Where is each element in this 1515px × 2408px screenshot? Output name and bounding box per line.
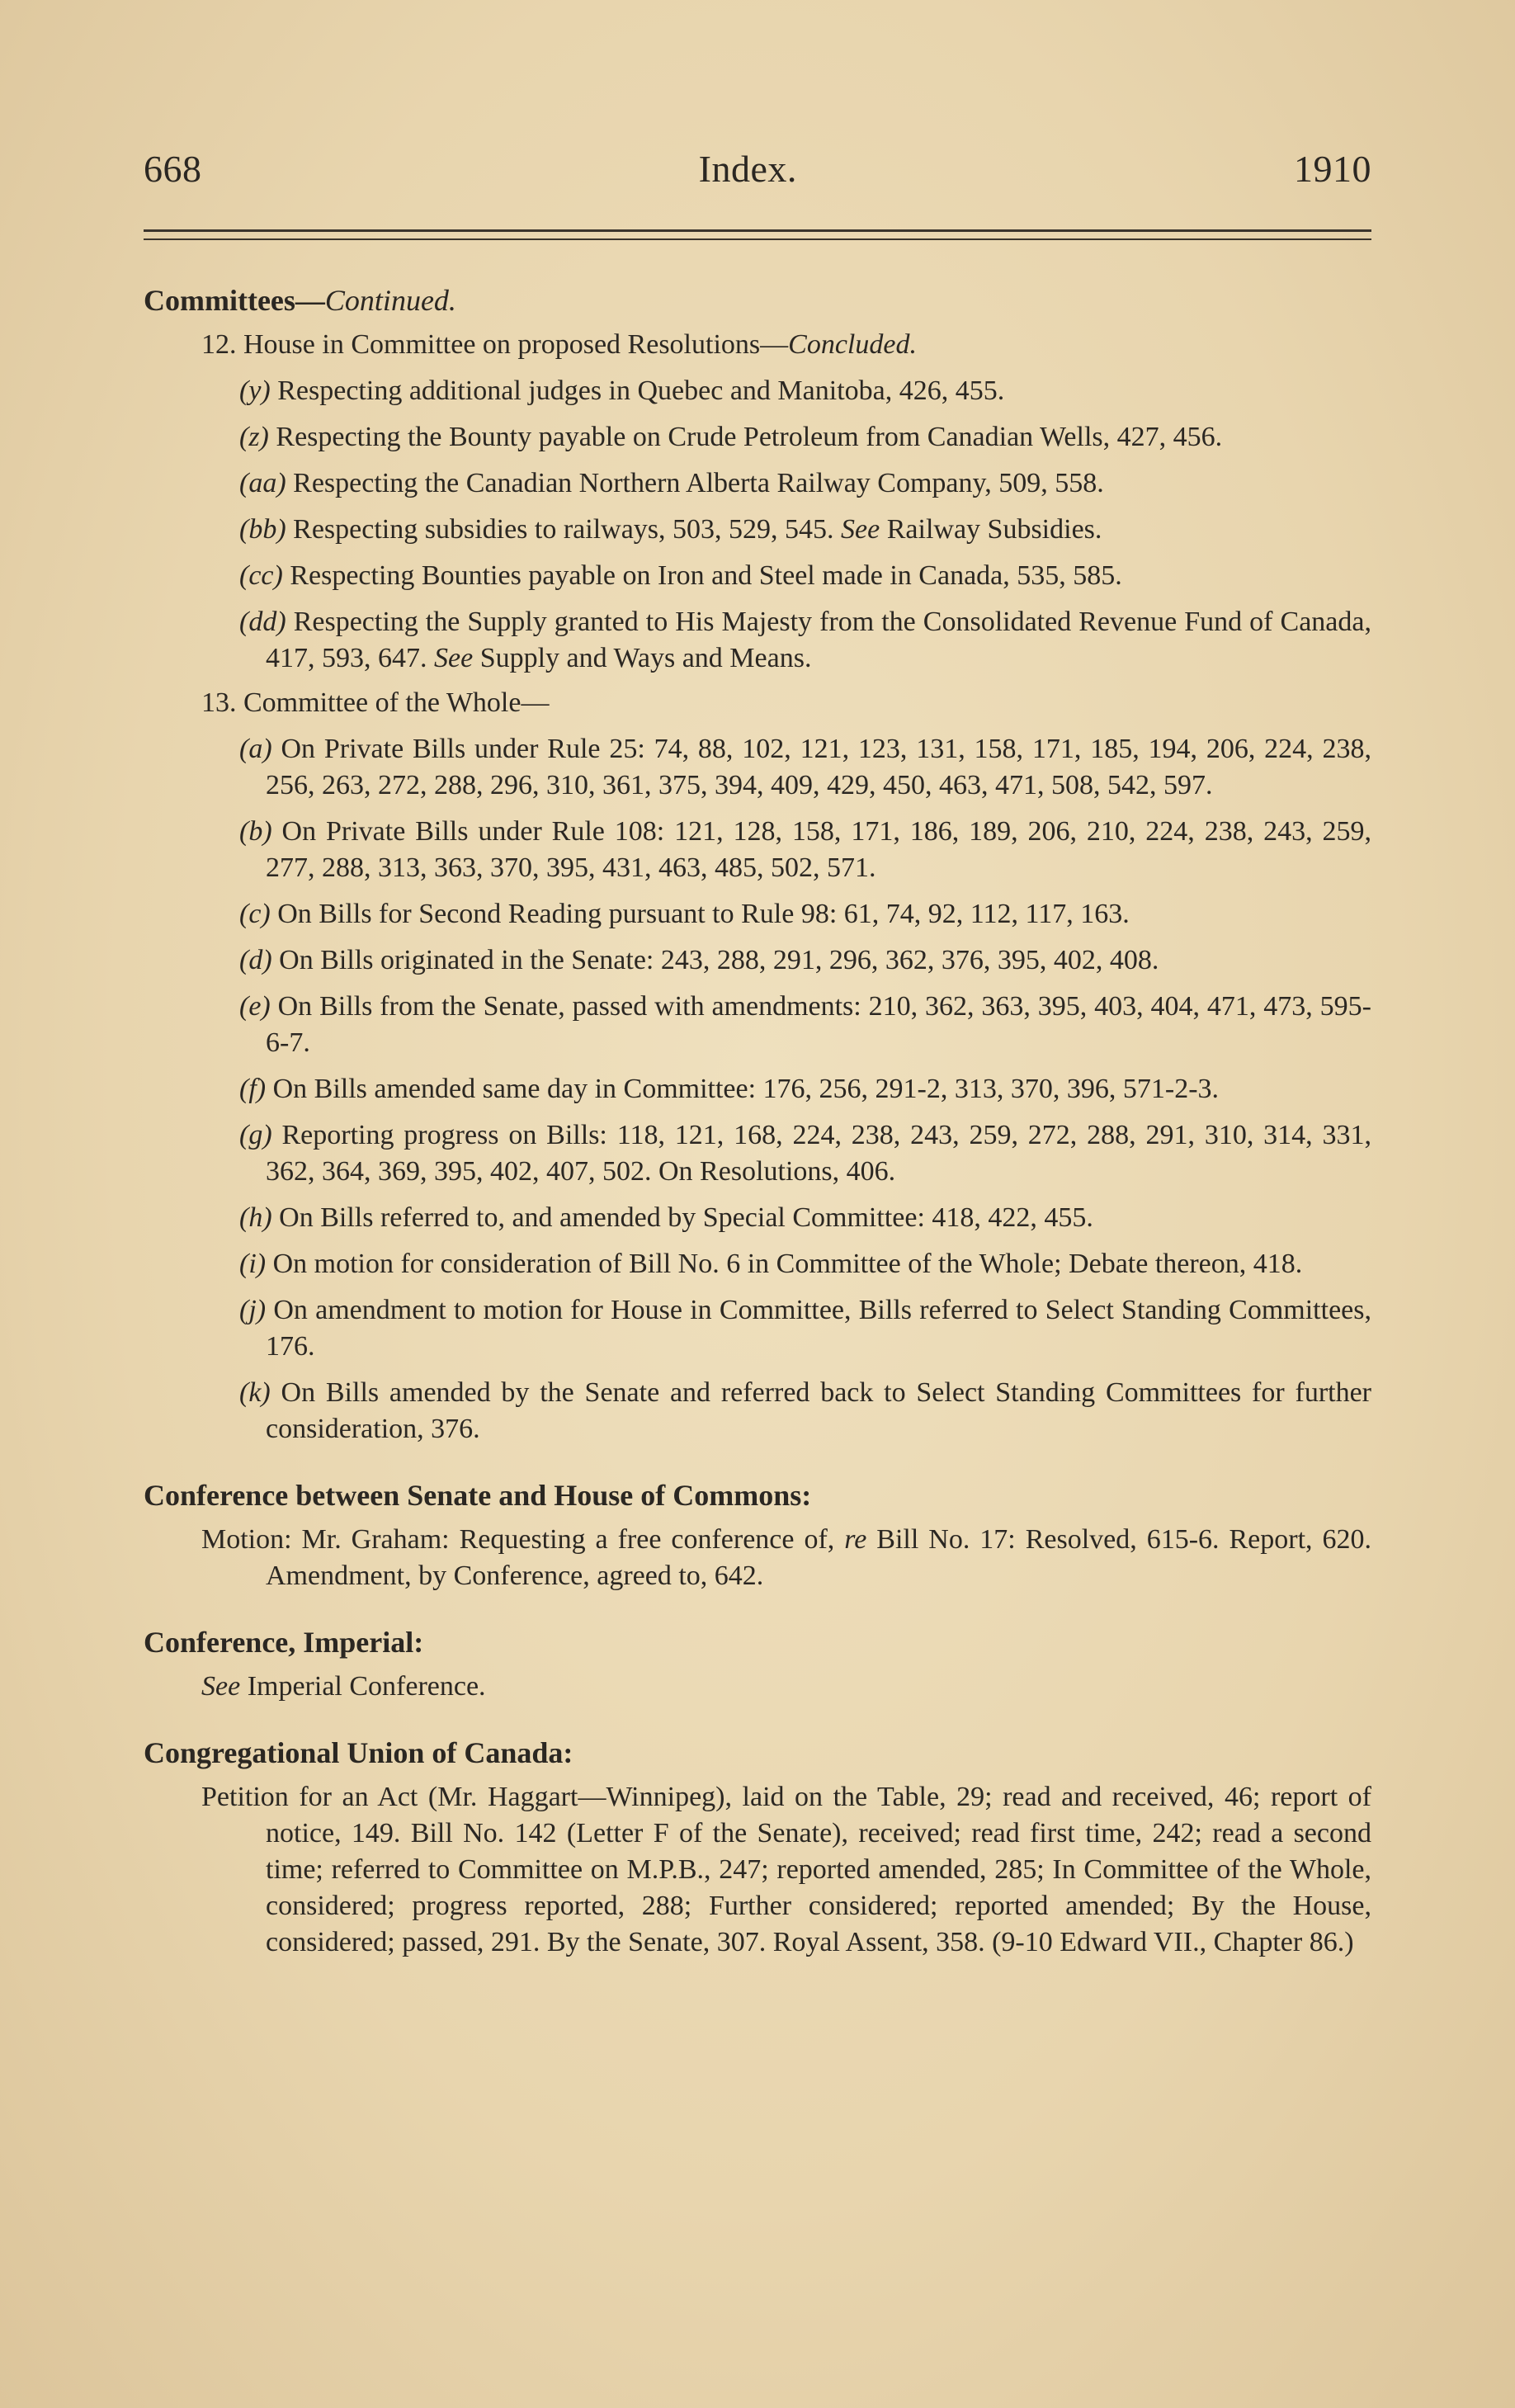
list-item: (h) On Bills referred to, and amended by Special Committee: 418, 422, 455. bbox=[239, 1202, 1093, 1233]
entry-text-conference-imperial: See Imperial Conference. bbox=[201, 1671, 486, 1702]
list-item: (f) On Bills amended same day in Committee: 176, 256, 291-2, 313, 370, 396, 571-2-3. bbox=[239, 1074, 1220, 1104]
list-item: (b) On Private Bills under Rule 108: 121, 128, 158, 171, 186, 189, 206, 210, 224, 238, 243, 259, 277, 288, 313, 363, 370, 395, 431, 463, 485, 502, 571. bbox=[239, 816, 1371, 883]
list-item: (cc) Respecting Bounties payable on Iron and Steel made in Canada, 535, 585. bbox=[239, 560, 1122, 591]
running-header bbox=[144, 147, 1371, 191]
page-title: Index. bbox=[698, 148, 797, 190]
list-item: (y) Respecting additional judges in Quebec and Manitoba, 426, 455. bbox=[239, 375, 1005, 406]
year: 1910 bbox=[1294, 148, 1371, 190]
index-content bbox=[144, 271, 1371, 1961]
list-item: (bb) Respecting subsidies to railways, 503, 529, 545. See Railway Subsidies. bbox=[239, 514, 1102, 545]
entry-heading-congregational: Congregational Union of Canada: bbox=[144, 1736, 573, 1769]
entry-heading-conference-senate: Conference between Senate and House of Commons: bbox=[144, 1479, 812, 1512]
list-item: (c) On Bills for Second Reading pursuant to Rule 98: 61, 74, 92, 112, 117, 163. bbox=[239, 899, 1130, 929]
subentry-13: 13. Committee of the Whole— bbox=[201, 687, 550, 718]
entry-text-congregational: Petition for an Act (Mr. Haggart—Winnipeg), laid on the Table, 29; read and received, 46; report of notice, 149. Bill No. 142 (Letter F of the Senate), received; read first time, 242; read a second time; referred to Committee on M.P.B., 247; reported amended, 285; In Committee of the Whole, considered; progress reported, 288; Further considered; reported amended; By the House, considered; passed, 291. By the Senate, 307. Royal Assent, 358. (9-10 Edward VII., Chapter 86.) bbox=[201, 1782, 1371, 1957]
list-item: (i) On motion for consideration of Bill No. 6 in Committee of the Whole; Debate thereon, 418. bbox=[239, 1249, 1303, 1279]
list-item: (k) On Bills amended by the Senate and referred back to Select Standing Committees for further consideration, 376. bbox=[239, 1377, 1371, 1444]
list-item: (e) On Bills from the Senate, passed with amendments: 210, 362, 363, 395, 403, 404, 471, 473, 595-6-7. bbox=[239, 991, 1371, 1058]
entry-text-conference-senate: Motion: Mr. Graham: Requesting a free conference of, re Bill No. 17: Resolved, 615-6. Report, 620. Amendment, by Conference, agreed to, 642. bbox=[201, 1524, 1371, 1591]
entry-heading-committees: Committees—Continued. bbox=[144, 284, 456, 317]
list-item: (dd) Respecting the Supply granted to His Majesty from the Consolidated Revenue Fund of Canada, 417, 593, 647. See Supply and Ways and Means. bbox=[239, 607, 1371, 673]
page-number: 668 bbox=[144, 148, 202, 190]
list-item: (j) On amendment to motion for House in Committee, Bills referred to Select Standing Committees, 176. bbox=[239, 1295, 1371, 1362]
subentry-12: 12. House in Committee on proposed Resolutions—Concluded. bbox=[201, 329, 917, 360]
list-item: (d) On Bills originated in the Senate: 243, 288, 291, 296, 362, 376, 395, 402, 408. bbox=[239, 945, 1159, 975]
entry-heading-conference-imperial: Conference, Imperial: bbox=[144, 1626, 424, 1659]
list-item: (g) Reporting progress on Bills: 118, 121, 168, 224, 238, 243, 259, 272, 288, 291, 310, 314, 331, 362, 364, 369, 395, 402, 407, 502. On Resolutions, 406. bbox=[239, 1120, 1371, 1187]
list-item: (z) Respecting the Bounty payable on Crude Petroleum from Canadian Wells, 427, 456. bbox=[239, 422, 1223, 452]
list-item: (a) On Private Bills under Rule 25: 74, 88, 102, 121, 123, 131, 158, 171, 185, 194, 206, 224, 238, 256, 263, 272, 288, 296, 310, 361, 375, 394, 409, 429, 450, 463, 471, 508, 542, 597. bbox=[239, 734, 1371, 800]
header-double-rule bbox=[144, 229, 1371, 237]
list-item: (aa) Respecting the Canadian Northern Alberta Railway Company, 509, 558. bbox=[239, 468, 1104, 498]
